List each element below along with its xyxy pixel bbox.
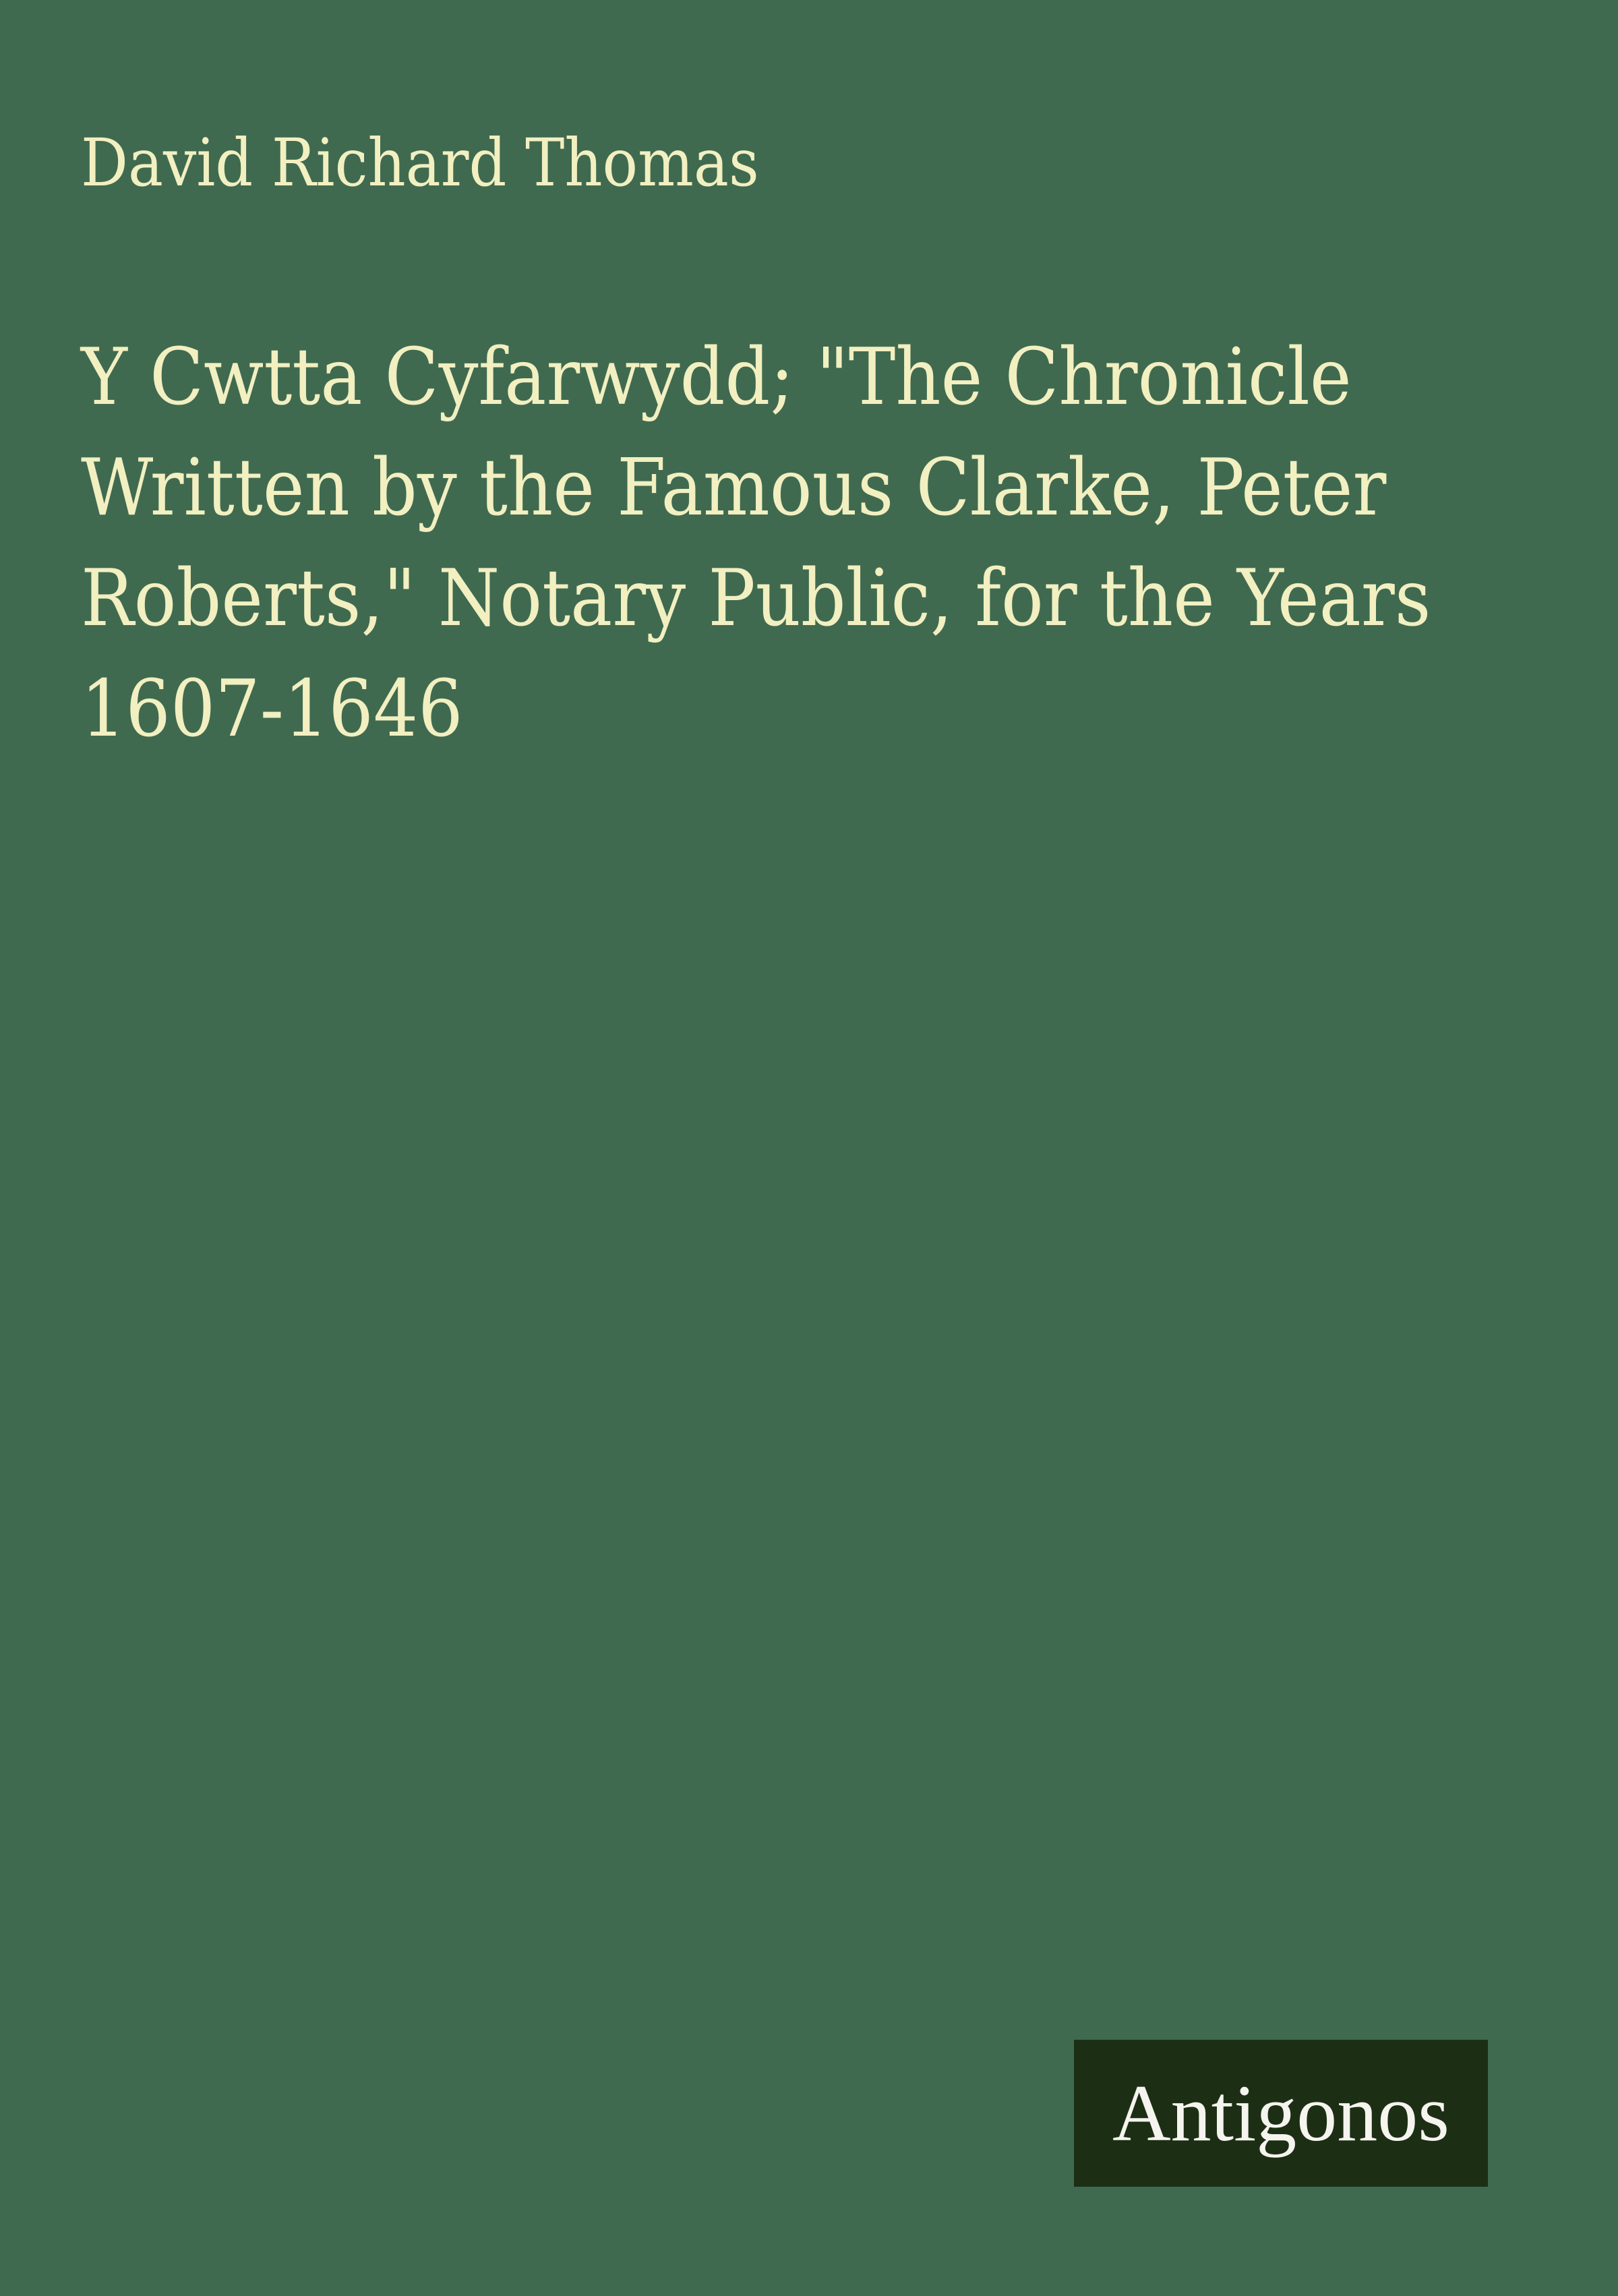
title-line-2: Written by the Famous Clarke, Peter	[81, 442, 1387, 533]
title-line-3: Roberts," Notary Public, for the Years	[81, 553, 1431, 644]
book-title	[81, 322, 1431, 765]
author-name: David Richard Thomas	[81, 125, 759, 201]
title-line-4: 1607-1646	[81, 664, 463, 755]
publisher-logo-box	[1074, 2040, 1488, 2187]
publisher-name: Antigonos	[1112, 2068, 1450, 2158]
title-line-1: Y Cwtta Cyfarwydd; "The Chronicle	[81, 332, 1352, 423]
